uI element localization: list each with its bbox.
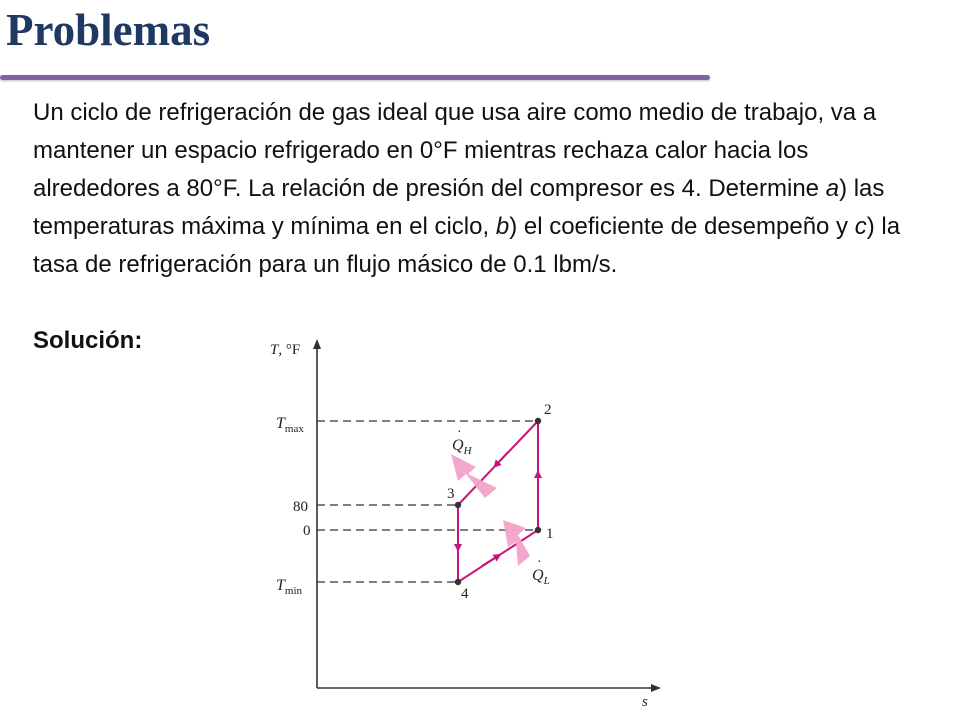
process-2-3-arrow	[496, 452, 508, 465]
heat-rejected-arrow	[451, 454, 497, 498]
problem-text-4: ) la tasa de refrigeración para un flujo másico de 0.1 lbm/s.	[33, 213, 901, 278]
ql-dot: ·	[537, 555, 542, 570]
qh-label: $Q_H$	[452, 437, 472, 457]
page-title: Problemas	[6, 5, 211, 55]
state-point-2	[535, 418, 541, 424]
state-point-4	[455, 579, 461, 585]
t0-label: 0	[303, 523, 311, 539]
problem-text-2: ) las temperaturas máxima y mínima en el ciclo,	[33, 175, 885, 240]
heat-absorbed-arrow	[503, 520, 530, 566]
qh-dot: ·	[457, 425, 462, 440]
part-c-label: c	[854, 213, 867, 240]
problem-text-1: Un ciclo de refrigeración de gas ideal que usa aire como medio de trabajo, va a mantener un espacio refrigerado en 0°F mientras rechaza calor hacia los alrededores a 80°F. La relación de presión del compresor es 4. Determine	[33, 99, 877, 202]
t80-label: 80	[293, 499, 308, 515]
ql-label: $Q_L$	[532, 567, 550, 587]
state-label-3: 3	[447, 486, 455, 502]
part-b-label: b	[495, 213, 510, 240]
state-label-2: 2	[544, 402, 552, 418]
solution-label: Solución:	[33, 327, 143, 354]
t-axis-label: T, °F	[270, 342, 301, 358]
state-point-1	[535, 527, 541, 533]
part-a-label: a	[825, 175, 840, 202]
state-label-4: 4	[461, 586, 469, 602]
state-label-1: 1	[546, 526, 554, 542]
state-point-3	[455, 502, 461, 508]
s-axis-label: s	[642, 694, 648, 710]
tmax-label: $T_{max}$	[276, 415, 304, 435]
tmin-label: $T_{min}$	[276, 577, 303, 597]
problem-text-3: ) el coeficiente de desempeño y	[509, 213, 855, 240]
process-4-1-arrow	[482, 556, 498, 566]
